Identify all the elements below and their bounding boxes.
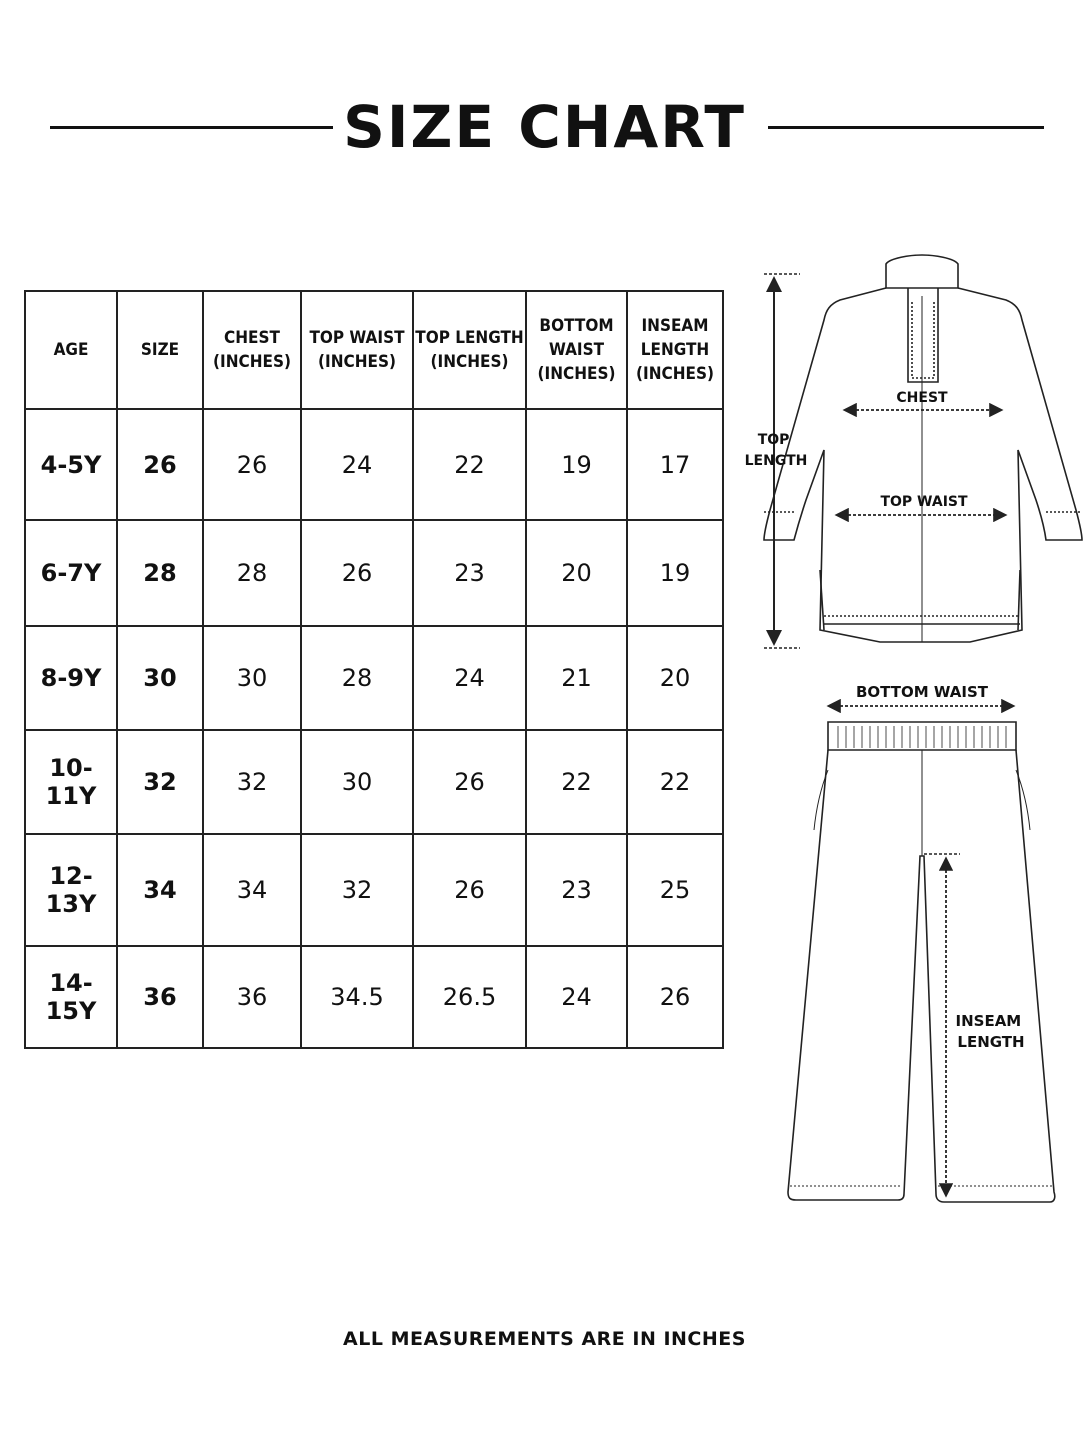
cell-chest: 32 bbox=[203, 730, 301, 834]
kurta-top-icon bbox=[764, 255, 1082, 642]
cell-age: 12-13Y bbox=[25, 834, 117, 946]
table-row bbox=[25, 730, 723, 834]
cell-chest: 34 bbox=[203, 834, 301, 946]
header-inseam-length: INSEAM LENGTH (INCHES) bbox=[627, 291, 723, 409]
pants-icon bbox=[788, 722, 1055, 1202]
cell-top-length: 26 bbox=[413, 730, 526, 834]
cell-top-length: 26.5 bbox=[413, 946, 526, 1048]
cell-top-waist: 28 bbox=[301, 626, 413, 730]
cell-inseam-length: 20 bbox=[627, 626, 723, 730]
cell-age: 4-5Y bbox=[25, 409, 117, 520]
cell-chest: 36 bbox=[203, 946, 301, 1048]
cell-size: 28 bbox=[117, 520, 203, 626]
cell-size: 30 bbox=[117, 626, 203, 730]
table-row bbox=[25, 946, 723, 1048]
inseam-label: INSEAM LENGTH bbox=[955, 1012, 1025, 1051]
cell-inseam-length: 26 bbox=[627, 946, 723, 1048]
cell-top-waist: 26 bbox=[301, 520, 413, 626]
cell-bottom-waist: 22 bbox=[526, 730, 627, 834]
header-chest: CHEST (INCHES) bbox=[203, 291, 301, 409]
cell-inseam-length: 22 bbox=[627, 730, 723, 834]
cell-bottom-waist: 24 bbox=[526, 946, 627, 1048]
cell-bottom-waist: 23 bbox=[526, 834, 627, 946]
cell-top-length: 26 bbox=[413, 834, 526, 946]
bottom-waist-label: BOTTOM WAIST bbox=[856, 683, 988, 701]
cell-top-waist: 24 bbox=[301, 409, 413, 520]
cell-top-length: 24 bbox=[413, 626, 526, 730]
header-size: SIZE bbox=[117, 291, 203, 409]
cell-inseam-length: 25 bbox=[627, 834, 723, 946]
cell-size: 36 bbox=[117, 946, 203, 1048]
cell-bottom-waist: 20 bbox=[526, 520, 627, 626]
table-header-row bbox=[25, 291, 723, 409]
chest-label: CHEST bbox=[896, 390, 948, 406]
table-row bbox=[25, 520, 723, 626]
cell-inseam-length: 19 bbox=[627, 520, 723, 626]
top-waist-label: TOP WAIST bbox=[880, 494, 968, 510]
table-row bbox=[25, 626, 723, 730]
cell-age: 8-9Y bbox=[25, 626, 117, 730]
cell-top-waist: 34.5 bbox=[301, 946, 413, 1048]
header-top-length: TOP LENGTH (INCHES) bbox=[413, 291, 526, 409]
footer-note: ALL MEASUREMENTS ARE IN INCHES bbox=[343, 1328, 746, 1350]
top-length-label: TOP LENGTH bbox=[744, 432, 808, 469]
cell-size: 26 bbox=[117, 409, 203, 520]
table-row bbox=[25, 834, 723, 946]
page-title: SIZE CHART bbox=[343, 93, 746, 161]
cell-size: 34 bbox=[117, 834, 203, 946]
cell-inseam-length: 17 bbox=[627, 409, 723, 520]
cell-chest: 28 bbox=[203, 520, 301, 626]
cell-top-length: 23 bbox=[413, 520, 526, 626]
title-header bbox=[0, 88, 1089, 168]
garment-diagram bbox=[740, 250, 1088, 1220]
size-table bbox=[24, 290, 724, 1049]
cell-chest: 30 bbox=[203, 626, 301, 730]
header-bottom-waist: BOTTOM WAIST (INCHES) bbox=[526, 291, 627, 409]
cell-size: 32 bbox=[117, 730, 203, 834]
cell-top-length: 22 bbox=[413, 409, 526, 520]
cell-age: 14-15Y bbox=[25, 946, 117, 1048]
title-rule-right bbox=[768, 126, 1044, 129]
header-top-waist: TOP WAIST (INCHES) bbox=[301, 291, 413, 409]
cell-bottom-waist: 19 bbox=[526, 409, 627, 520]
cell-chest: 26 bbox=[203, 409, 301, 520]
cell-age: 10-11Y bbox=[25, 730, 117, 834]
cell-top-waist: 30 bbox=[301, 730, 413, 834]
header-age: AGE bbox=[25, 291, 117, 409]
cell-bottom-waist: 21 bbox=[526, 626, 627, 730]
cell-top-waist: 32 bbox=[301, 834, 413, 946]
cell-age: 6-7Y bbox=[25, 520, 117, 626]
table-row bbox=[25, 409, 723, 520]
